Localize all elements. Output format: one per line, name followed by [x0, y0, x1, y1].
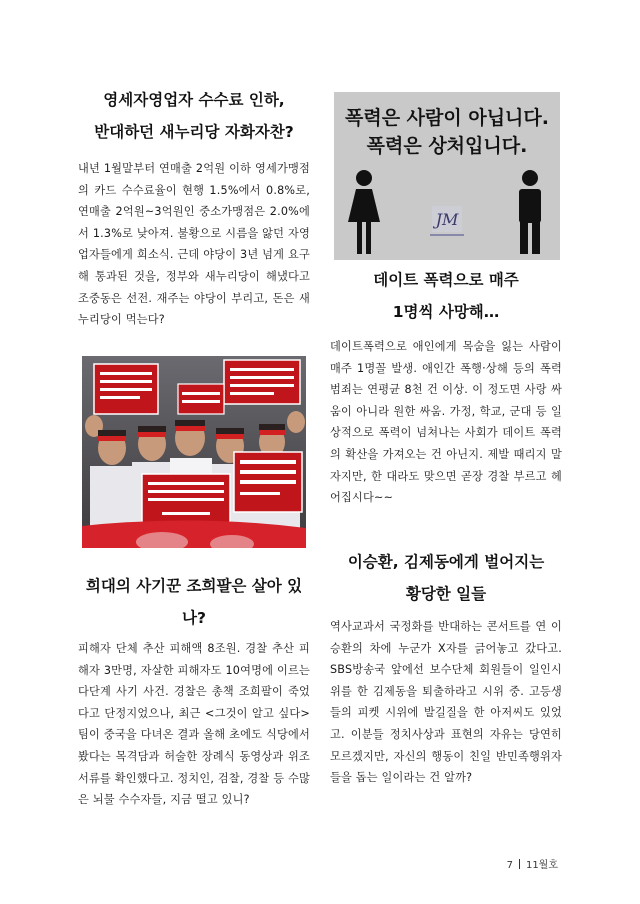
page-number: 7	[506, 860, 513, 871]
article-body: 역사교과서 국정화를 반대하는 콘서트를 연 이승환의 차에 누군가 X자를 긁어놓고 갔다고. SBS방송국 앞에선 보수단체 회원들이 일인시위를 한 김제동을 퇴출하라고 시위 중. 고등생들의 피켓 시위에 발길질을 한 아저씨도 있었고. 이분들 정치사상과 표현의 자유는 당연히 모르겠지만, 자신의 행동이 친일 반민족행위자들을 돕는 일이라는 건 알까?	[330, 620, 562, 785]
protest-photo	[82, 356, 306, 548]
protest-photo-illustration	[82, 356, 306, 548]
woman-icon	[348, 170, 380, 254]
article-title: 영세자영업자 수수료 인하, 반대하던 새누리당 자화자찬?	[94, 91, 294, 141]
page-footer	[507, 856, 558, 871]
man-icon	[519, 170, 541, 254]
poster-logo: JM	[435, 210, 459, 229]
article-body: 피해자 단체 추산 피해액 8조원. 경찰 추산 피해자 3만명, 자살한 피해자도 10여명에 이르는 다단계 사기 사건. 경찰은 총책 조희팔이 죽었다고 단정지었으나, 최근 <그것이 알고 싶다>팀이 중국을 다녀온 결과 올해 초에도 식당에서 봤다는 목격담과 허술한 장례식 동영상과 위조서류를 확인했다고. 정치인, 검찰, 경찰 등 수많은 뇌물 수수자들, 지금 떨고 있니?	[78, 642, 310, 807]
article-body: 내년 1월말부터 연매출 2억원 이하 영세가맹점의 카드 수수료율이 현행 1.5%에서 0.8%로, 연매출 2억원~3억원인 중소가맹점은 2.0%에서 1.3%로 낮아져. 불황으로 시름을 앓던 자영업자들에게 희소식. 근데 야당이 3년 넘게 요구해 통과된 것을, 정부와 새누리당이 해냈다고 조중동은 선전. 재주는 야당이 부리고, 돈은 새누리당이 먹는다?	[78, 162, 310, 327]
article-card-jo-hee-pal	[78, 570, 310, 811]
poster-figures	[334, 164, 560, 260]
article-title: 희대의 사기꾼 조희팔은 살아 있나?	[85, 577, 303, 627]
article-card-fee	[78, 84, 310, 331]
article-title: 이승환, 김제동에게 벌어지는 황당한 일들	[347, 553, 545, 603]
article-title: 데이트 폭력으로 매주 1명씩 사망해…	[373, 271, 519, 321]
article-card-dating-violence	[330, 264, 562, 509]
anti-violence-poster	[334, 92, 560, 260]
article-card-lee-seung-hwan	[330, 546, 562, 789]
issue-label: 11월호	[525, 860, 558, 871]
article-body: 데이트폭력으로 애인에게 목숨을 잃는 사람이 매주 1명꼴 발생. 애인간 폭행·상해 등의 폭력범죄는 연평균 8천 건 이상. 이 정도면 사랑 싸움이 아니라 원한 싸움. 가정, 학교, 군대 등 일상적으로 폭력이 넘쳐나는 사회가 데이트 폭력의 확산을 가져오는 건 아닌지. 제발 때리지 말자지만, 한 대라도 맞으면 곧장 경찰 부르고 헤어집시다~~	[330, 340, 562, 505]
poster-headline: 폭력은 사람이 아닙니다. 폭력은 상처입니다.	[345, 107, 549, 157]
footer-divider	[519, 859, 520, 869]
